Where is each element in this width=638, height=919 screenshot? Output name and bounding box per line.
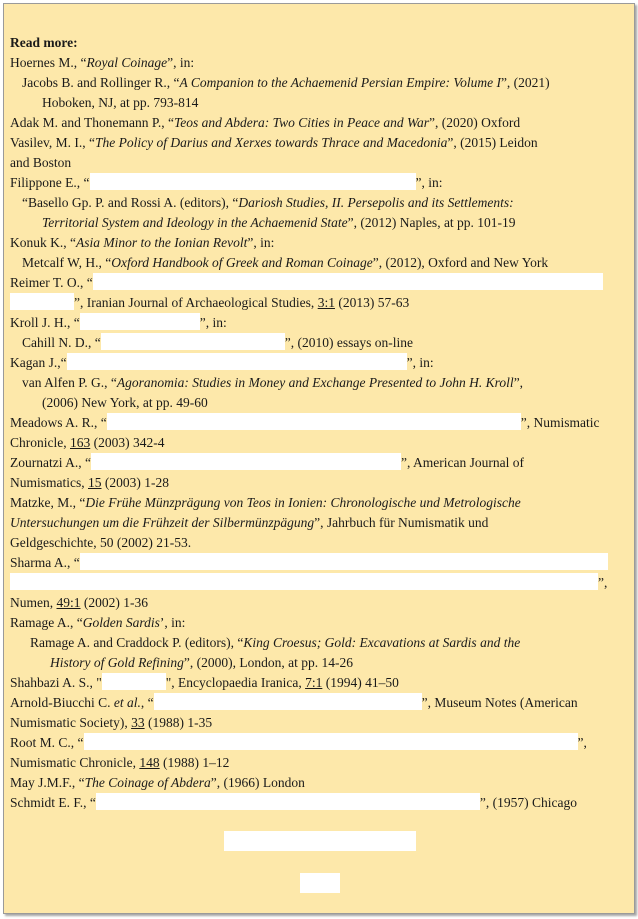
reference-konuk: Konuk K., “Asia Minor to the Ionian Revolt”, in: (10, 235, 275, 250)
redacted-link-reimer-1[interactable] (93, 273, 603, 290)
reference-filippone: Filippone E., “ ”, in: (10, 175, 443, 190)
reference-meadows: Meadows A. R., “ ”, Numismatic Chronicle, 163 (2003) 342-4 (10, 415, 600, 450)
reference-schmidt: Schmidt E. F., “ ”, (1957) Chicago (10, 795, 578, 810)
redacted-link-block-2[interactable] (300, 873, 340, 893)
reference-zournatzi: Zournatzi A., “ ”, American Journal of Numismatics, 15 (2003) 1-28 (10, 455, 524, 490)
reference-adak: Adak M. and Thonemann P., “Teos and Abdera: Two Cities in Peace and War”, (2020) Oxford (10, 115, 521, 130)
redacted-link-root[interactable] (84, 733, 578, 750)
redacted-link-zournatzi[interactable] (91, 453, 401, 470)
reference-ramage-source: Ramage A. and Craddock P. (editors), “King Croesus; Gold: Excavations at Sardis and the History of Gold Refining”, (2000), London, at pp. 14-26 (30, 635, 521, 670)
redacted-link-block-1[interactable] (224, 831, 416, 851)
reference-filippone-source: “Basello Gp. P. and Rossi A. (editors), “Dariosh Studies, II. Persepolis and its Settlements: Territorial System and Ideology in the Achaemenid State”, (2012) Naples, at pp. 101-19 (22, 195, 516, 230)
reference-hoernes-source: Jacobs B. and Rollinger R., “A Companion to the Achaemenid Persian Empire: Volume I”, (2021) Hoboken, NJ, at pp. 793-814 (22, 75, 550, 110)
redacted-link-kagan[interactable] (67, 353, 407, 370)
reading-list (10, 33, 630, 813)
reading-list-panel (3, 3, 635, 914)
redacted-link-schmidt[interactable] (96, 793, 480, 810)
redacted-link-reimer-2[interactable] (10, 293, 74, 310)
reference-kagan: Kagan J.,“ ”, in: (10, 355, 434, 370)
reference-kroll: Kroll J. H., “ ”, in: (10, 315, 227, 330)
reference-kroll-source: Cahill N. D., “ ”, (2010) essays on-line (22, 335, 413, 350)
reference-reimer: Reimer T. O., “ ”, Iranian Journal of Archaeological Studies, 3:1 (2013) 57-63 (10, 273, 630, 313)
redacted-link-cahill[interactable] (101, 333, 285, 350)
redacted-link-arnold-biucchi[interactable] (154, 693, 422, 710)
redacted-link-sharma-1[interactable] (80, 553, 608, 570)
redacted-link-sharma-2[interactable] (10, 573, 598, 590)
reference-shahbazi: Shahbazi A. S., " ", Encyclopaedia Iranica, 7:1 (1994) 41–50 (10, 675, 399, 690)
reference-arnold-biucchi: Arnold-Biucchi C. et al., “ ”, Museum Notes (American Numismatic Society), 33 (1988) 1-35 (10, 695, 578, 730)
redacted-link-meadows[interactable] (107, 413, 521, 430)
reference-root: Root M. C., “ ”, Numismatic Chronicle, 148 (1988) 1–12 (10, 735, 587, 770)
reference-kagan-source: van Alfen P. G., “Agoranomia: Studies in Money and Exchange Presented to John H. Kroll”, (2006) New York, at pp. 49-60 (22, 375, 524, 410)
redacted-link-kroll[interactable] (80, 313, 200, 330)
redacted-link-shahbazi[interactable] (102, 673, 166, 690)
reference-ramage: Ramage A., “Golden Sardis’, in: (10, 615, 186, 630)
reference-may: May J.M.F., “The Coinage of Abdera”, (1966) London (10, 775, 305, 790)
reference-hoernes: Hoernes M., “Royal Coinage”, in: (10, 55, 195, 70)
reference-sharma: Sharma A., “ ”, Numen, 49:1 (2002) 1-36 (10, 555, 608, 610)
redacted-link-filippone[interactable] (90, 173, 416, 190)
reference-konuk-source: Metcalf W, H., “Oxford Handbook of Greek and Roman Coinage”, (2012), Oxford and New York (22, 255, 549, 270)
reference-vasilev: Vasilev, M. I., “The Policy of Darius and Xerxes towards Thrace and Macedonia”, (2015) Leidon and Boston (10, 135, 538, 170)
read-more-heading: Read more: (10, 35, 78, 50)
reference-matzke: Matzke, M., “Die Frühe Münzprägung von Teos in Ionien: Chronologische und Metrologische Untersuchungen um die Frühzeit der Silbermünzpägung”, Jahrbuch für Numismatik und Geldgeschichte, 50 (2002) 21-53. (10, 495, 521, 550)
